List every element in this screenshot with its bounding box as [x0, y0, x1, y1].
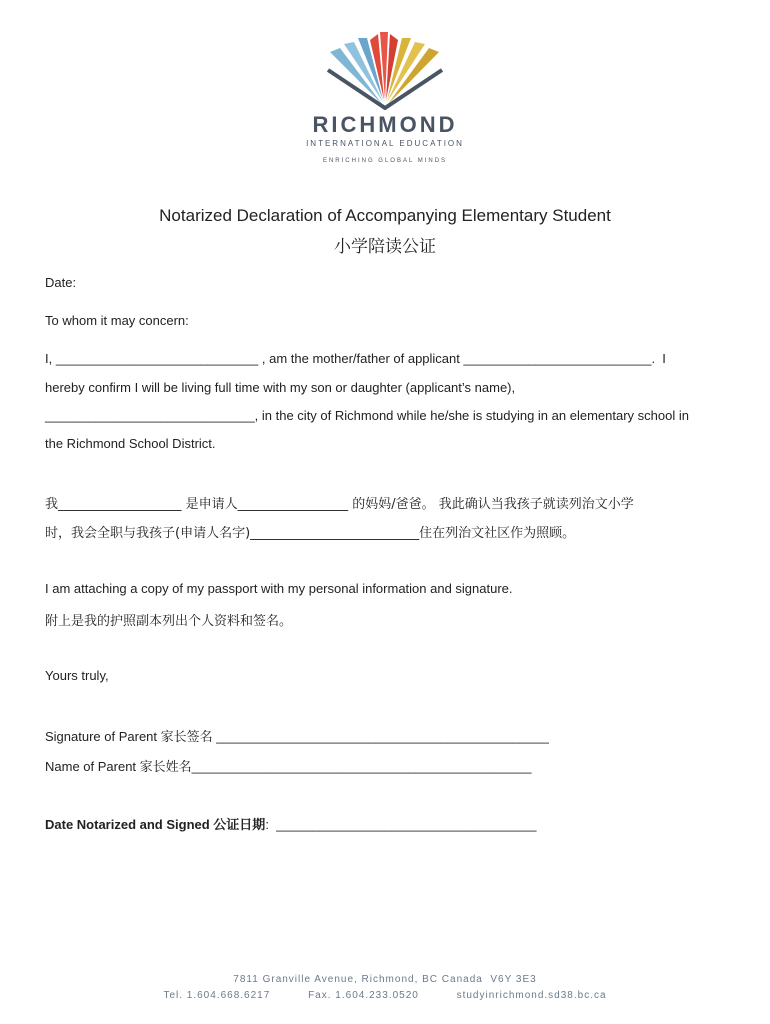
date-notarized-blank: : ____________________________________: [265, 817, 537, 832]
date-notarized-label: Date Notarized and Signed 公证日期: [45, 817, 266, 832]
footer-address: 7811 Granville Avenue, Richmond, BC Canada V6Y 3E3: [233, 974, 537, 985]
paragraph2-line2: 时，我会全职与我孩子(申请人名字)__________________________住在列治文社区作为照顾。: [45, 526, 576, 541]
paragraph1-line2: hereby confirm I will be living full time with my son or daughter (applicant’s name),: [45, 380, 516, 395]
date-notarized-line: [45, 814, 536, 833]
logo-name: RICHMOND: [312, 112, 458, 137]
name-of-parent-line: Name of Parent 家长姓名_______________________________________________: [45, 759, 532, 774]
logo-subtitle: INTERNATIONAL EDUCATION: [306, 139, 464, 148]
footer-contacts: Tel. 1.604.668.6217 Fax. 1.604.233.0520 studyinrichmond.sd38.bc.ca: [163, 990, 607, 1001]
signature-of-parent-line: Signature of Parent 家长签名 ______________________________________________: [45, 729, 549, 744]
paragraph1-line1: I, ____________________________ , am the mother/father of applicant __________________________. I: [45, 351, 666, 366]
paragraph3-zh: 附上是我的护照副本列出个人资料和签名。: [45, 614, 293, 629]
paragraph2-line1: 我___________________ 是申请人_________________ 的妈妈/爸爸。 我此确认当我孩子就读列治文小学: [45, 497, 634, 512]
paragraph3-en: I am attaching a copy of my passport with my personal information and signature.: [45, 581, 513, 596]
paragraph1-line3: _____________________________, in the city of Richmond while he/she is studying in an elementary school in: [45, 408, 689, 423]
salutation: To whom it may concern:: [45, 313, 189, 328]
document-title-zh: 小学陪读公证: [334, 237, 436, 257]
book-flame-logo-icon: [320, 30, 450, 110]
paragraph1-line4: the Richmond School District.: [45, 436, 216, 451]
date-line: Date:: [45, 275, 77, 290]
logo-tagline: ENRICHING GLOBAL MINDS: [322, 158, 448, 164]
closing: Yours truly,: [45, 668, 109, 683]
richmond-logo: [300, 30, 470, 185]
document-title-en: Notarized Declaration of Accompanying Elementary Student: [159, 206, 611, 225]
